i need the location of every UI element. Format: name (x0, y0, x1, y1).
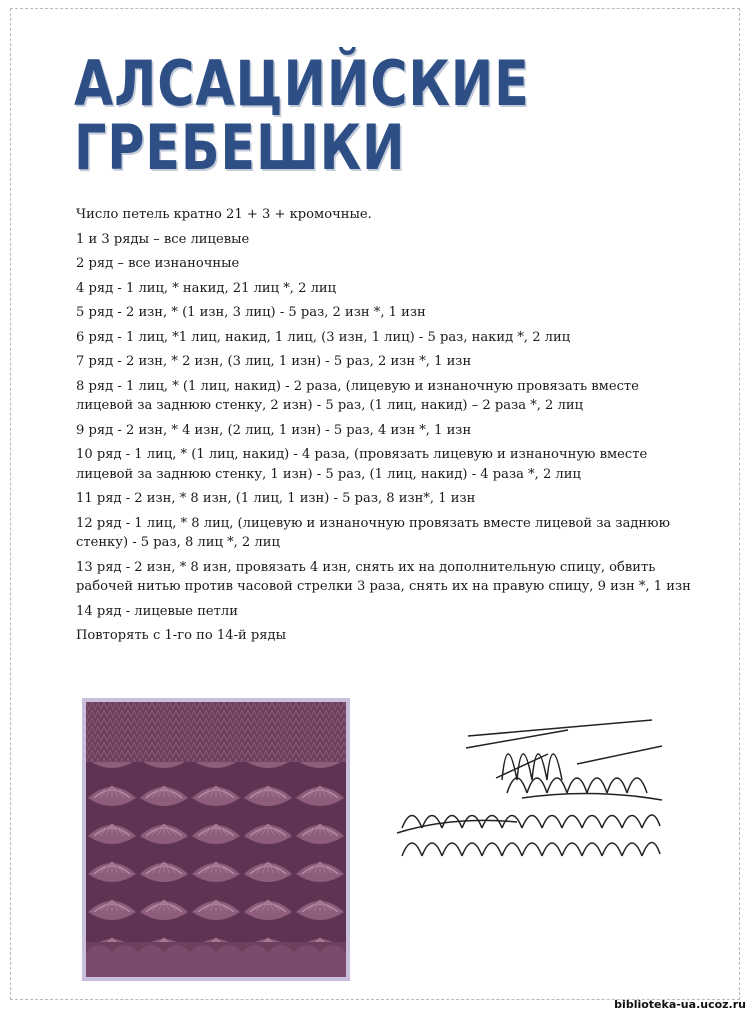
needle-technique-diagram (372, 708, 668, 874)
knitted-fabric-image (86, 702, 346, 977)
instruction-line: Число петель кратно 21 + 3 + кромочные. (76, 207, 372, 222)
instruction-line: 10 ряд - 1 лиц, * (1 лиц, накид) - 4 раза, (провязать лицевую и изнаночную вместе лицевой за заднюю стенку, 1 изн) - 5 раз, (1 лиц, накид) - 4 раза *, 2 лиц (76, 447, 648, 482)
title-line-2: ГРЕБЕШКИ (74, 111, 406, 184)
instruction-line: 7 ряд - 2 изн, * 2 изн, (3 лиц, 1 изн) - 5 раз, 2 изн *, 1 изн (76, 354, 472, 369)
knitted-sample-photo (82, 698, 350, 981)
instruction-line: 5 ряд - 2 изн, * (1 изн, 3 лиц) - 5 раз, 2 изн *, 1 изн (76, 305, 426, 320)
instruction-line: 8 ряд - 1 лиц, * (1 лиц, накид) - 2 раза, (лицевую и изнаночную провязать вместе лицевой за заднюю стенку, 2 изн) - 5 раз, (1 лиц, накид) – 2 раза *, 2 лиц (76, 378, 639, 413)
page-title (74, 47, 533, 184)
instruction-line: 14 ряд - лицевые петли (76, 603, 238, 619)
instruction-line: 11 ряд - 2 изн, * 8 изн, (1 лиц, 1 изн) - 5 раз, 8 изн*, 1 изн (76, 491, 476, 506)
source-url: biblioteka-ua.ucoz.ru (614, 998, 746, 1011)
knitting-instructions (76, 205, 696, 651)
instruction-line: 2 ряд – все изнаночные (76, 256, 240, 271)
instruction-line: 12 ряд - 1 лиц, * 8 лиц, (лицевую и изнаночную провязать вместе лицевой за заднюю стенку) - 5 раз, 8 лиц *, 2 лиц (76, 515, 670, 550)
title-line-1: АЛСАЦИЙСКИЕ (74, 47, 530, 120)
instruction-line: Повторять с 1-го по 14-й ряды (76, 628, 287, 643)
instruction-line: 6 ряд - 1 лиц, *1 лиц, накид, 1 лиц, (3 изн, 1 лиц) - 5 раз, накид *, 2 лиц (76, 329, 571, 345)
instruction-line: 1 и 3 ряды – все лицевые (76, 231, 250, 247)
instruction-line: 13 ряд - 2 изн, * 8 изн, провязать 4 изн, снять их на дополнительную спицу, обвить рабочей нитью против часовой стрелки 3 раза, снять их на правую спицу, 9 изн *, 1 изн (76, 559, 691, 594)
instruction-line: 9 ряд - 2 изн, * 4 изн, (2 лиц, 1 изн) - 5 раз, 4 изн *, 1 изн (76, 422, 472, 438)
instruction-line: 4 ряд - 1 лиц, * накид, 21 лиц *, 2 лиц (76, 280, 337, 296)
